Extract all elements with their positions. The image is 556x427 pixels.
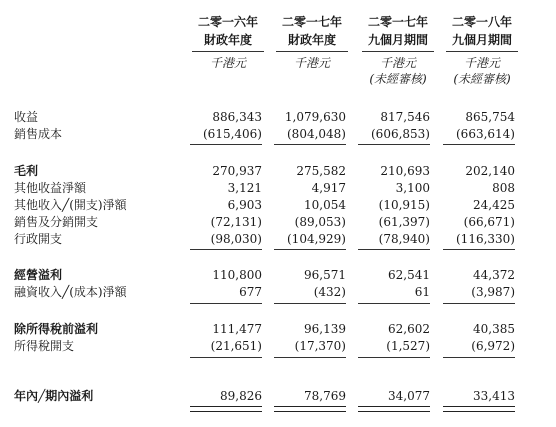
row-value: 275,582 (296, 164, 346, 178)
column-header-underline-2 (276, 51, 348, 52)
column-unit-2: 千港元 (293, 56, 330, 70)
row-value: 24,425 (473, 198, 515, 212)
row-value: 886,343 (212, 110, 262, 124)
row-value: 808 (492, 181, 515, 195)
column-header-period-4: 二零一八年 (451, 15, 512, 29)
table-row (0, 163, 556, 179)
rule-after-admin-expenses-2 (274, 249, 346, 250)
rule-after-admin-expenses-3 (358, 249, 430, 250)
double-rule-total-3 (358, 406, 430, 412)
row-value: (606,853) (371, 127, 430, 141)
row-value: 270,937 (212, 164, 262, 178)
row-value: 33,413 (473, 389, 515, 403)
row-value: 210,693 (380, 164, 430, 178)
rule-after-admin-expenses-1 (190, 249, 262, 250)
column-header-underline-3 (362, 51, 434, 52)
row-value: 96,571 (304, 268, 346, 282)
row-value: (89,053) (294, 215, 346, 229)
column-header-period-2: 二零一七年 (281, 15, 342, 29)
row-label: 融資收入╱(成本)淨額 (14, 285, 127, 299)
rule-after-finance-net-1 (190, 303, 262, 304)
row-value: 44,372 (473, 268, 515, 282)
row-value: 6,903 (227, 198, 262, 212)
rule-after-cost-of-sales-1 (190, 144, 262, 145)
double-rule-total-1 (190, 406, 262, 412)
row-value: 61 (414, 285, 430, 299)
row-value: 89,826 (220, 389, 262, 403)
table-row (0, 214, 556, 230)
row-value: (98,030) (210, 232, 262, 246)
row-label: 收益 (14, 110, 39, 124)
table-row (0, 267, 556, 283)
row-label: 銷售成本 (14, 127, 63, 141)
rule-after-income-tax-4 (443, 357, 515, 358)
row-label: 所得稅開支 (14, 339, 75, 353)
double-rule-total-4 (443, 406, 515, 412)
rule-after-cost-of-sales-3 (358, 144, 430, 145)
row-label: 其他收益淨額 (14, 181, 87, 195)
double-rule-total-2 (274, 406, 346, 412)
row-value: (61,397) (378, 215, 430, 229)
rule-after-cost-of-sales-4 (443, 144, 515, 145)
column-unit-1: 千港元 (209, 56, 246, 70)
row-value: (104,929) (287, 232, 346, 246)
row-value: (432) (313, 285, 346, 299)
row-value: 78,769 (304, 389, 346, 403)
row-value: (10,915) (378, 198, 430, 212)
column-header-type-3: 九個月期間 (367, 33, 428, 47)
row-value: (615,406) (203, 127, 262, 141)
rule-after-income-tax-1 (190, 357, 262, 358)
row-value: 865,754 (465, 110, 515, 124)
column-unit-note-4: (未經審核) (453, 72, 511, 86)
row-value: 202,140 (465, 164, 515, 178)
row-value: (3,987) (471, 285, 515, 299)
column-unit-3: 千港元 (379, 56, 416, 70)
row-value: (1,527) (386, 339, 430, 353)
table-row (0, 197, 556, 213)
rule-after-income-tax-3 (358, 357, 430, 358)
row-value: (804,048) (287, 127, 346, 141)
row-value: (6,972) (471, 339, 515, 353)
rule-after-income-tax-2 (274, 357, 346, 358)
table-row (0, 180, 556, 196)
row-label: 年內╱期內溢利 (14, 389, 94, 403)
row-value: 62,541 (388, 268, 430, 282)
rule-after-finance-net-4 (443, 303, 515, 304)
row-value: (116,330) (456, 232, 515, 246)
column-header-period-1: 二零一六年 (197, 15, 258, 29)
table-row (0, 126, 556, 142)
row-value: 677 (239, 285, 262, 299)
row-value: 3,121 (227, 181, 262, 195)
row-value: 10,054 (304, 198, 346, 212)
table-row (0, 321, 556, 337)
row-label: 其他收入╱(開支)淨額 (14, 198, 127, 212)
row-value: (21,651) (210, 339, 262, 353)
row-value: (17,370) (294, 339, 346, 353)
row-value: 34,077 (388, 389, 430, 403)
table-row (0, 109, 556, 125)
row-value: 62,602 (388, 322, 430, 336)
column-unit-note-3: (未經審核) (369, 72, 427, 86)
rule-after-finance-net-3 (358, 303, 430, 304)
row-value: 96,139 (304, 322, 346, 336)
row-value: 111,477 (212, 322, 262, 336)
row-value: (663,614) (456, 127, 515, 141)
column-header-underline-1 (192, 51, 264, 52)
column-header-underline-4 (446, 51, 518, 52)
row-value: 1,079,630 (284, 110, 346, 124)
rule-after-admin-expenses-4 (443, 249, 515, 250)
row-value: (72,131) (210, 215, 262, 229)
row-label: 除所得稅前溢利 (14, 322, 99, 336)
rule-after-cost-of-sales-2 (274, 144, 346, 145)
column-unit-4: 千港元 (463, 56, 500, 70)
table-row (0, 284, 556, 300)
column-header-period-3: 二零一七年 (367, 15, 428, 29)
table-row (0, 338, 556, 354)
row-value: (78,940) (378, 232, 430, 246)
table-row (0, 231, 556, 247)
row-value: (66,671) (463, 215, 515, 229)
column-header-type-2: 財政年度 (287, 33, 336, 47)
column-header-type-1: 財政年度 (203, 33, 252, 47)
rule-after-finance-net-2 (274, 303, 346, 304)
row-label: 行政開支 (14, 232, 63, 246)
column-header-type-4: 九個月期間 (451, 33, 512, 47)
table-row (0, 388, 556, 404)
row-value: 4,917 (311, 181, 346, 195)
row-label: 毛利 (14, 164, 39, 178)
row-value: 40,385 (473, 322, 515, 336)
row-value: 110,800 (212, 268, 262, 282)
row-label: 銷售及分銷開支 (14, 215, 99, 229)
row-value: 817,546 (380, 110, 430, 124)
row-label: 經營溢利 (14, 268, 63, 282)
row-value: 3,100 (395, 181, 430, 195)
